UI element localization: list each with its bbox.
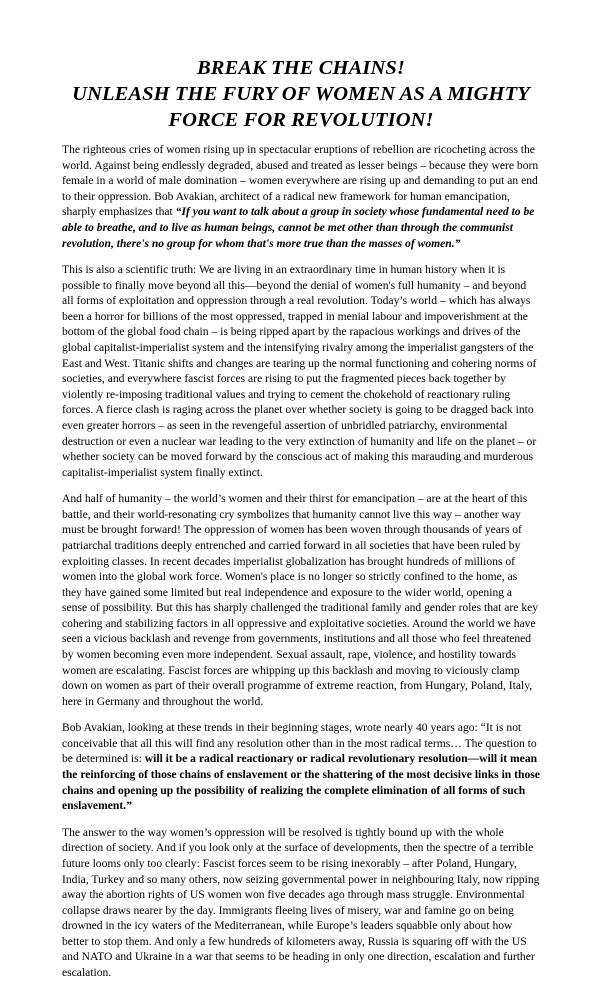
paragraph-5: The answer to the way women’s oppression will be resolved is tightly bound up with the whole direction of society. And if you look only at the surface of developments, then the spectre of a terrible future looms only too clearly: Fascist forces seem to be rising inexorably – after Poland, Hungary, India, Turkey and so many others, now seizing governmental power in neighbouring Italy, now ripping away the abortion rights of US women won five decades ago through mass struggle. Environmental collapse draws nearer by the day. Immigrants fleeing lives of misery, war and famine go on being drowned in the icy waters of the Mediterranean, while Europe’s leaders squabble only about how better to stop them. And only a few hundreds of kilometers away, Russia is squaring off with the US and NATO and Ukraine in a war that seems to be heading in only one direction, escalation and further escalation. xyxy=(62,825,540,979)
title-line-3: FORCE FOR REVOLUTION! xyxy=(168,109,434,132)
page-title xyxy=(62,55,540,133)
title-line-1: BREAK THE CHAINS! xyxy=(197,57,405,79)
document-body xyxy=(62,142,540,980)
paragraph-4 xyxy=(62,720,540,813)
paragraph-3: And half of humanity – the world’s women and their thirst for emancipation – are at the heart of this battle, and their world-resonating cry symbolizes that humanity cannot live this way – another way must be brought forward! The oppression of women has been woven through thousands of years of patriarchal traditions deeply entrenched and carried forward in all societies that have been ruled by exploiting classes. In recent decades imperialist globalization has brought hundreds of millions of women into the global work force. Women's place is no longer so strictly confined to the home, as they have gained some limited but real independence and exposure to the wider world, opening a sense of possibility. But this has sharply challenged the traditional family and gender roles that are key cohering and stabilizing factors in all oppressive and exploitative societies. Around the world we have seen a vicious backlash and revenge from governments, institutions and all those who feel threatened by women becoming even more independent. Sexual assault, rape, violence, and hostility towards women are escalating. Fascist forces are whipping up this backlash and moving to viciously clamp down on women as part of their overall programme of extreme reaction, from Hungary, Poland, Italy, here in Germany and throughout the world. xyxy=(62,492,539,708)
paragraph-1-text: The righteous cries of women rising up in spectacular eruptions of rebellion are ricocheting across the world. Against being endlessly degraded, abused and treated as lesser beings – because they were born female in a world of male domination – women everywhere are rising up and demanding to put an end to their oppression. Bob Avakian, architect of a radical new framework for human emancipation, sharply emphasizes that xyxy=(62,143,539,219)
avakian-quote-1: “If you want to talk about a group in society whose fundamental need to be able to breathe, and to live as human beings, cannot be met other than through the communist revolution, there's no group for whom that's more true than the masses of women.” xyxy=(62,205,535,250)
paragraph-1 xyxy=(62,142,540,251)
paragraph-2: This is also a scientific truth: We are living in an extraordinary time in human history when it is possible to finally move beyond all this—beyond the denial of women's full humanity – and beyond all forms of exploitation and oppression through a real revolution. Today’s world – which has always been a horror for billions of the most oppressed, trapped in menial labour and impoverishment at the bottom of the global food chain – is being ripped apart by the rapacious workings and drives of the global capitalist-imperialist system and the intensifying rivalry among the imperialist gangsters of the East and West. Titanic shifts and changes are tearing up the normal functioning and cohering norms of societies, and everywhere fascist forces are rising to put the fragmented pieces back together by violently re-imposing traditional values and trying to cement the chokehold of reactionary ruling forces. A fierce clash is raging across the planet over whether society is going to be dragged back into even greater horrors – as seen in the revengeful assertion of unbridled patriarchy, environmental destruction or even a nuclear war leading to the very extinction of humanity and life on the planet – or whether society can be moved forward by the conscious act of making this marauding and murderous capitalist-imperialist system finally extinct. xyxy=(62,263,537,479)
paragraph-4-text: Bob Avakian, looking at these trends in their beginning stages, wrote nearly 40 years ago: “It is not conceivable that all this will find any resolution other than in the most radical terms… The question to be determined is: xyxy=(62,721,537,766)
title-line-2: UNLEASH THE FURY OF WOMEN AS A MIGHTY xyxy=(72,83,530,106)
avakian-quote-2: will it be a radical reactionary or radical revolutionary resolution—will it mean the reinforcing of those chains of enslavement or the shattering of the most decisive links in those chains and opening up the possibility of realizing the complete elimination of all forms of such enslavement.” xyxy=(62,752,540,813)
